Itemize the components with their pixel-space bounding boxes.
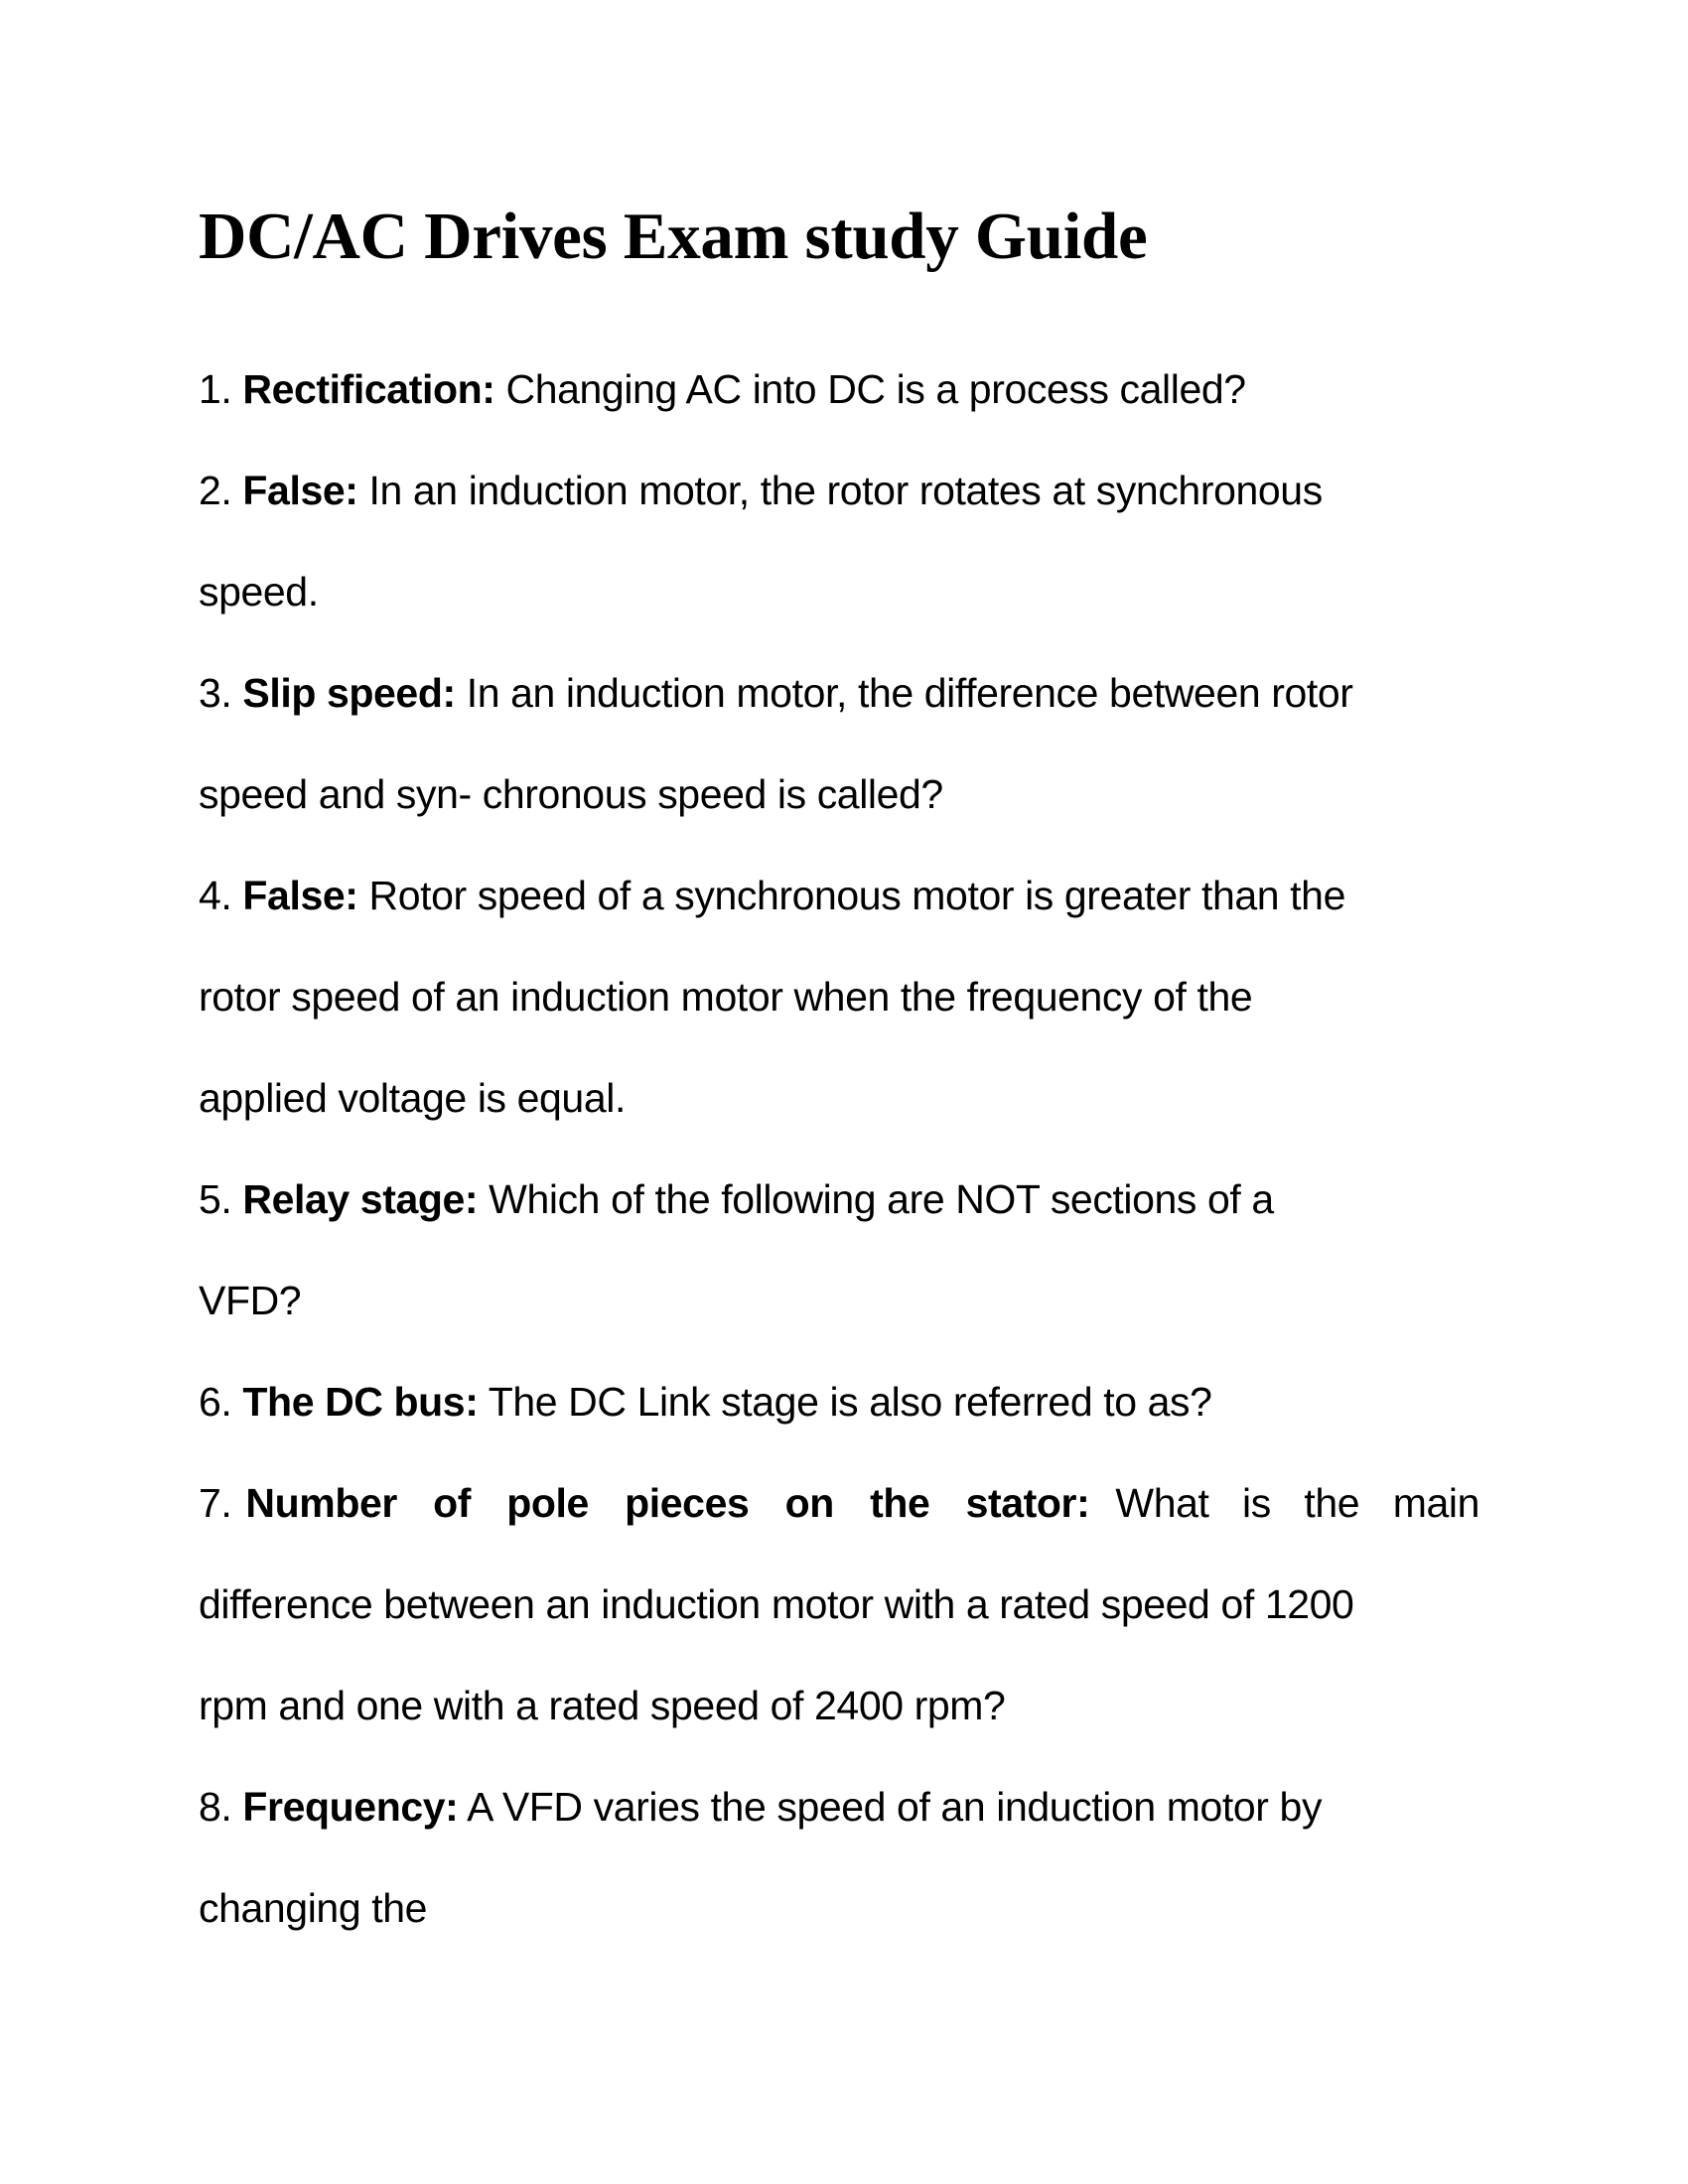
item-line [199,845,1489,946]
item-question-text: The DC Link stage is also referred to as? [488,1379,1212,1425]
item-number: 1. [199,366,232,412]
item-question-text [1115,1452,1479,1554]
item-question-text: Rotor speed of a synchronous motor is greater than the [368,873,1345,918]
item-line [199,1351,1489,1452]
item-answer-term: The DC bus: [242,1379,479,1425]
question-word: the [1304,1480,1360,1526]
term-word: of [433,1480,472,1526]
question-word: What [1115,1480,1209,1526]
page-title: DC/AC Drives Exam study Guide [199,200,1148,273]
list-item-5 [199,1149,1489,1351]
term-word: Number [245,1480,397,1526]
question-word: is [1242,1480,1271,1526]
item-question-continuation: difference between an induction motor with a rated speed of 1200 [199,1581,1354,1627]
term-word: pieces [625,1480,750,1526]
term-word: the [870,1480,930,1526]
list-item-7 [199,1452,1489,1756]
question-list [199,339,1489,1959]
item-question-continuation: speed and syn- chronous speed is called? [199,771,943,817]
item-line [199,1452,1479,1554]
item-answer-term: Rectification: [242,366,495,412]
item-question-continuation: changing the [199,1885,428,1931]
term-word: on [784,1480,834,1526]
item-line [199,1149,1489,1250]
question-word: main [1392,1480,1479,1526]
item-question-continuation: VFD? [199,1278,302,1323]
list-item-3 [199,642,1489,845]
item-line [199,339,1489,440]
item-number: 3. [199,670,232,716]
list-item-2 [199,440,1489,642]
item-question-continuation: speed. [199,569,319,614]
item-number: 6. [199,1379,232,1425]
term-word: pole [506,1480,589,1526]
item-number: 7. [199,1480,232,1526]
item-question-text: Which of the following are NOT sections of a [489,1176,1274,1222]
item-answer-term: Slip speed: [242,670,456,716]
list-item-6 [199,1351,1489,1452]
item-answer-term [245,1452,1089,1554]
list-item-8 [199,1756,1489,1959]
item-answer-term: False: [242,468,358,513]
item-answer-term: False: [242,873,358,918]
item-number: 5. [199,1176,232,1222]
term-word: stator: [965,1480,1090,1526]
item-question-text: A VFD varies the speed of an induction motor by [467,1784,1323,1830]
item-question-text: In an induction motor, the difference between rotor [466,670,1353,716]
item-question-continuation: applied voltage is equal. [199,1075,626,1121]
item-number: 4. [199,873,232,918]
item-line [199,440,1489,541]
item-line [199,1756,1489,1857]
item-question-continuation: rotor speed of an induction motor when the frequency of the [199,974,1253,1020]
item-line [199,642,1489,744]
item-number: 2. [199,468,232,513]
item-answer-term: Relay stage: [242,1176,479,1222]
item-number: 8. [199,1784,232,1830]
item-question-text: In an induction motor, the rotor rotates at synchronous [368,468,1323,513]
item-answer-term: Frequency: [242,1784,459,1830]
item-question-continuation: rpm and one with a rated speed of 2400 rpm? [199,1683,1006,1728]
list-item-4 [199,845,1489,1149]
list-item-1 [199,339,1489,440]
item-question-text: Changing AC into DC is a process called? [505,366,1246,412]
